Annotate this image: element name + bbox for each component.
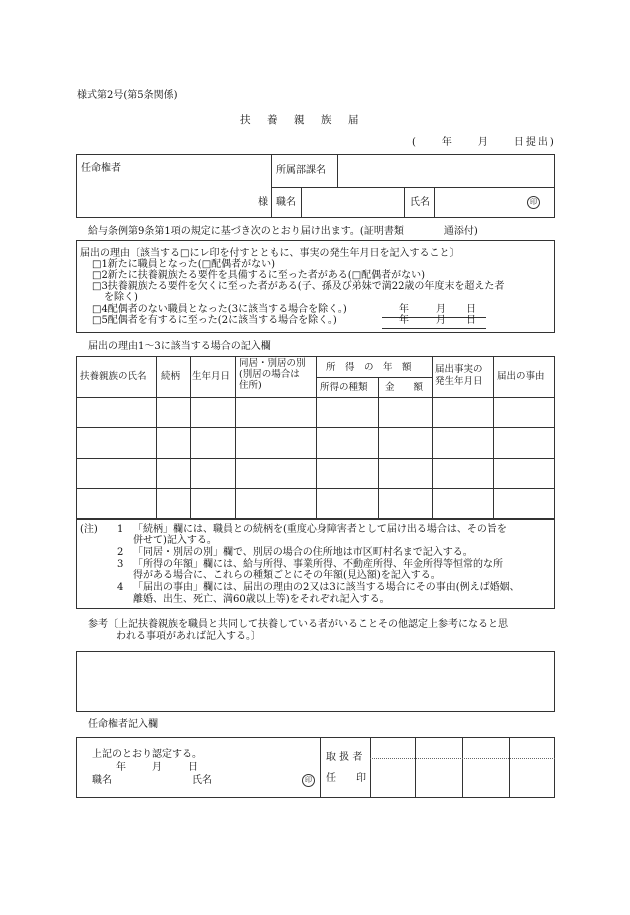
reason-date-4[interactable]: 年 月 日 xyxy=(382,304,486,318)
page-title: 扶 養 親 族 届 xyxy=(240,114,362,126)
header-income-amount: 金 額 xyxy=(385,382,424,393)
header-residence: 同居・別居の別 (別居の場合は 住所) xyxy=(239,358,306,391)
header-income-type: 所得の種類 xyxy=(320,382,368,393)
note-4-line-1: 「届出の事由」欄には、届出の理由の2又は3に該当する場合にその事由(例えば婚姻、 xyxy=(133,582,520,593)
note-1-line-1: 「続柄」欄には、職員との続柄を(重度心身障害者として届け出る場合は、その旨を xyxy=(133,524,507,535)
stamp-label: 任 印 xyxy=(326,773,366,784)
note-3-line-1: 「所得の年額」欄には、給与所得、事業所得、不動産所得、年金所得等恒常的な所 xyxy=(133,559,503,570)
table-title: 届出の理由1～3に該当する場合の記入欄 xyxy=(88,341,271,352)
stamp-cell-1[interactable] xyxy=(371,759,414,797)
appointer-post-label: 職名 xyxy=(92,775,112,786)
note-3-num: 3 xyxy=(117,559,124,570)
table-row[interactable] xyxy=(77,489,554,518)
reason-item-1[interactable]: □1新たに職員となった(□配偶者がない) xyxy=(92,259,276,270)
note-3-line-2: 得がある場合に、これらの種類ごとにその年額(見込額)を記入する。 xyxy=(133,570,441,581)
header-occurrence: 届出事実の 発生年月日 xyxy=(435,364,483,387)
reason-item-4[interactable]: □4配偶者のない職員となった(3に該当する場合を除く。) xyxy=(92,304,347,315)
header-relation: 続柄 xyxy=(161,371,181,382)
stamp-cell-2[interactable] xyxy=(416,759,461,797)
reason-item-2[interactable]: □2新たに扶養親族たる要件を具備するに至った者がある(□配偶者がない) xyxy=(92,270,426,281)
header-income: 所 得 の 年 額 xyxy=(326,362,412,373)
certify-text: 上記のとおり認定する。 xyxy=(92,749,202,760)
dept-label: 所属部課名 xyxy=(276,165,326,176)
header-name: 扶養親族の氏名 xyxy=(80,371,147,382)
table-body xyxy=(77,398,554,518)
appointer-section-title: 任命権者記入欄 xyxy=(88,719,158,730)
reference-line-2: われる事項があれば記入する。〕 xyxy=(116,631,261,642)
reference-line-1: 参考〔上記扶養親族を職員と共同して扶養している者がいることその他認定上参考になると思 xyxy=(88,619,508,630)
name-label: 氏名 xyxy=(410,197,430,208)
note-1-num: 1 xyxy=(117,524,124,535)
reason-item-3-cont: を除く) xyxy=(104,292,138,303)
table-row[interactable] xyxy=(77,459,554,488)
appointer-label: 任命権者 xyxy=(81,163,121,174)
intro-text: 給与条例第9条第1項の規定に基づき次のとおり届け出ます。(証明書類 通添付) xyxy=(88,226,478,237)
reason-item-3[interactable]: □3扶養親族たる要件を欠くに至った者がある(子、孫及び弟妹で満22歳の年度末を超えた者 xyxy=(92,281,505,292)
note-2-num: 2 xyxy=(117,547,124,558)
stamp-cell-3[interactable] xyxy=(463,759,508,797)
form-number: 様式第2号(第5条関係) xyxy=(77,90,178,101)
name-field[interactable] xyxy=(436,190,526,216)
note-4-line-2: 離婚、出生、死亡、満60歳以上等)をそれぞれ記入する。 xyxy=(133,594,390,605)
handler-label: 取 扱 者 xyxy=(326,752,363,763)
note-4-num: 4 xyxy=(117,582,124,593)
table-row[interactable] xyxy=(77,398,554,427)
certify-date: 年 月 日 xyxy=(116,762,200,773)
appointer-name-label: 氏名 xyxy=(192,775,212,786)
reason-heading: 届出の理由〔該当する□にレ印を付すとともに、事実の発生年月日を記入すること〕 xyxy=(80,248,460,259)
reference-field[interactable] xyxy=(76,651,555,712)
submission-date: ( 年 月 日提出) xyxy=(412,137,556,148)
table-row[interactable] xyxy=(77,428,554,458)
appointer-seal-icon: 印 xyxy=(302,774,315,787)
reason-date-5[interactable]: 年 月 日 xyxy=(382,315,486,329)
note-2-line-1: 「同居・別居の別」欄で、別居の場合の住所地は市区町村名まで記入する。 xyxy=(133,547,473,558)
dept-field[interactable] xyxy=(339,157,552,184)
notes-label: (注) xyxy=(80,524,98,535)
post-label: 職名 xyxy=(276,197,296,208)
post-field[interactable] xyxy=(303,190,402,216)
header-reason: 届出の事由 xyxy=(497,371,545,382)
reason-item-5[interactable]: □5配偶者を有するに至った(2に該当する場合を除く。) xyxy=(92,315,337,326)
stamp-cell-4[interactable] xyxy=(510,759,554,797)
header-birth: 生年月日 xyxy=(192,371,231,382)
seal-icon: 印 xyxy=(527,196,540,209)
note-1-line-2: 併せて)記入する。 xyxy=(133,535,217,546)
honorific: 様 xyxy=(258,197,268,208)
